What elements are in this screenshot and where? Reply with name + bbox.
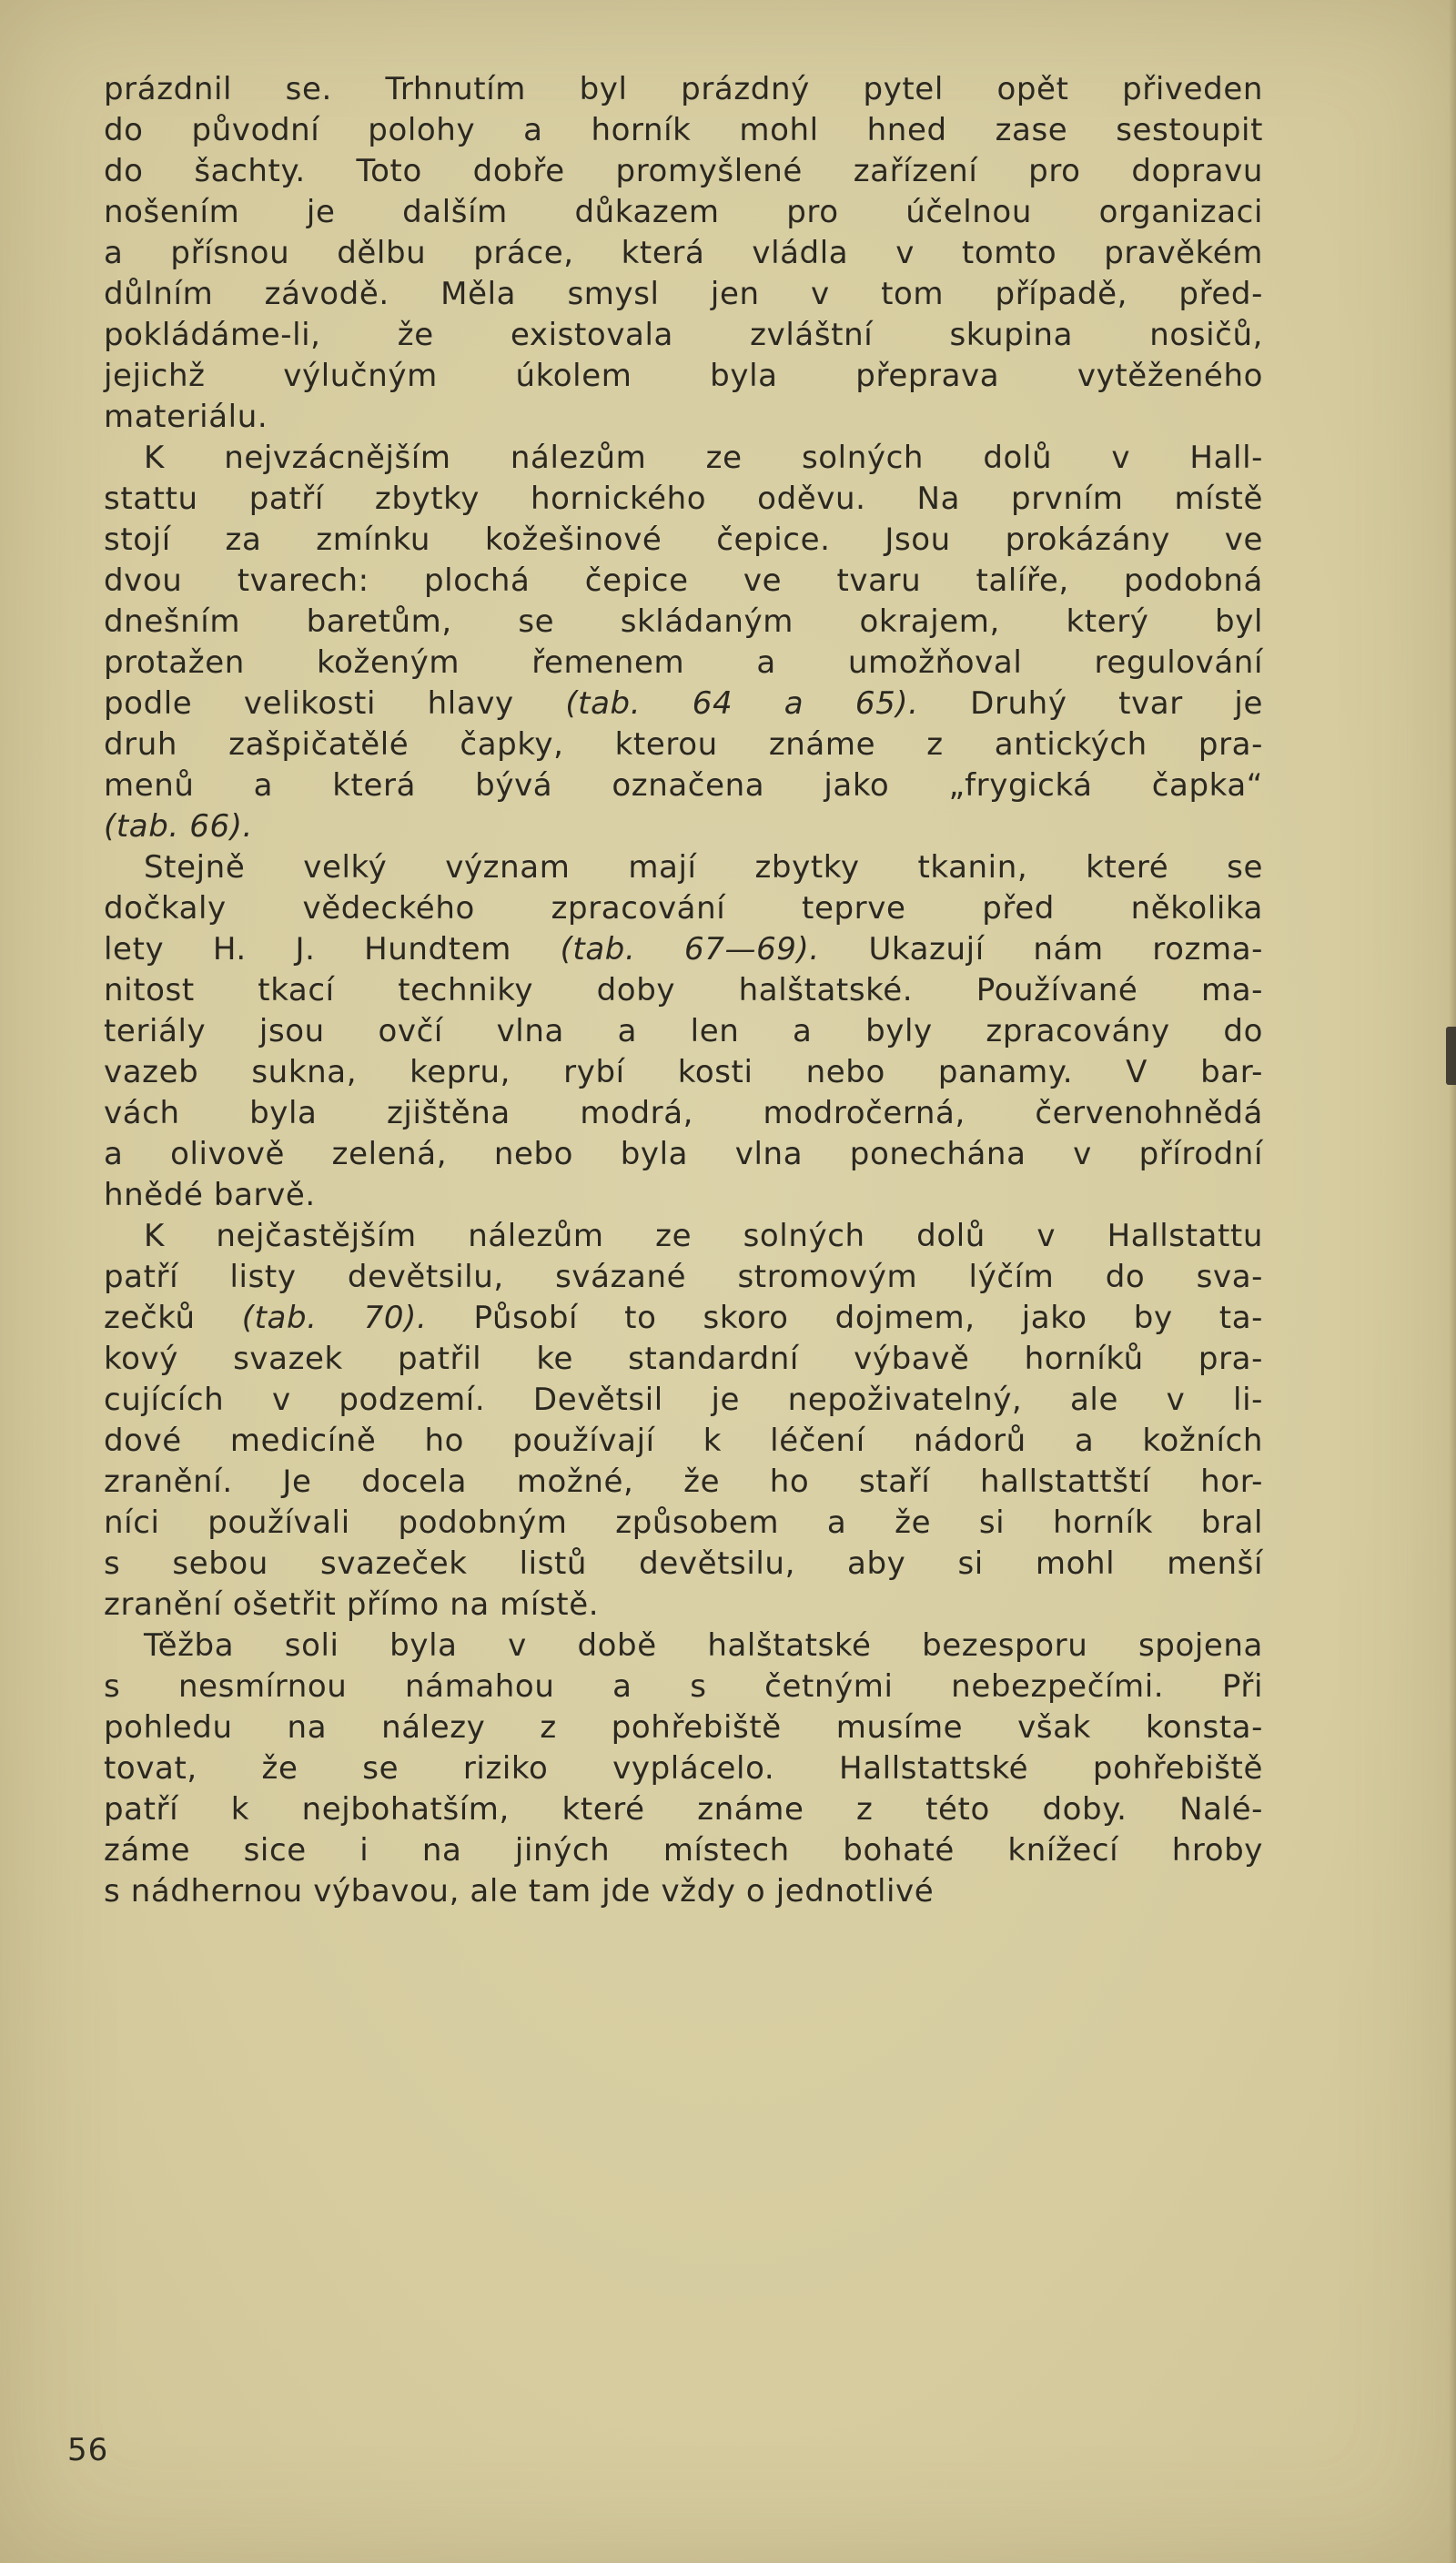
text-line xyxy=(104,724,1263,765)
text-segment: pohledu na nálezy z pohřebiště musíme však konsta- xyxy=(104,1709,1263,1746)
text-segment: protažen koženým řemenem a umožňoval regulování xyxy=(104,644,1263,681)
text-segment: Působí to skoro dojmem, jako by ta- xyxy=(427,1300,1263,1336)
text-line xyxy=(104,561,1263,602)
text-line xyxy=(104,1666,1263,1707)
text-segment: cujících v podzemí. Devětsil je nepoživatelný, ale v li- xyxy=(104,1382,1263,1418)
text-segment: (tab. 67—69). xyxy=(560,931,820,967)
text-segment: Stejně velký význam mají zbytky tkanin, které se xyxy=(144,849,1263,886)
text-segment: kový svazek patřil ke standardní výbavě horníků pra- xyxy=(104,1341,1263,1377)
paragraph xyxy=(104,1216,1263,1626)
text-line xyxy=(104,970,1263,1011)
text-segment: vazeb sukna, kepru, rybí kosti nebo panamy. V bar- xyxy=(104,1054,1263,1090)
text-segment: materiálu. xyxy=(104,399,268,435)
text-segment: hnědé barvě. xyxy=(104,1177,316,1213)
text-line xyxy=(104,847,1263,888)
text-segment: Druhý tvar je xyxy=(918,685,1263,722)
text-line xyxy=(104,1216,1263,1257)
text-line xyxy=(104,356,1263,397)
text-segment: K nejvzácnějším nálezům ze solných dolů v Hall- xyxy=(144,440,1263,476)
paragraph xyxy=(104,438,1263,847)
text-segment: dové medicíně ho používají k léčení nádorů a kožních xyxy=(104,1423,1263,1459)
text-segment: s nesmírnou námahou a s četnými nebezpečími. Při xyxy=(104,1668,1263,1705)
text-segment: do šachty. Toto dobře promyšlené zařízení pro dopravu xyxy=(104,153,1263,189)
text-segment: podle velikosti hlavy xyxy=(104,685,566,722)
text-line xyxy=(104,1789,1263,1830)
page-number: 56 xyxy=(67,2432,109,2468)
paragraph xyxy=(104,1626,1263,1912)
text-line xyxy=(104,1339,1263,1380)
text-segment: patří k nejbohatším, které známe z této doby. Nalé- xyxy=(104,1791,1263,1828)
text-segment: dočkaly vědeckého zpracování teprve před několika xyxy=(104,890,1263,927)
text-line xyxy=(104,765,1263,806)
text-line xyxy=(104,1257,1263,1298)
text-line xyxy=(104,1011,1263,1052)
text-line xyxy=(104,1052,1263,1093)
text-line xyxy=(104,806,1263,847)
text-line xyxy=(104,1503,1263,1544)
text-line xyxy=(104,1134,1263,1175)
text-segment: pokládáme-li, že existovala zvláštní skupina nosičů, xyxy=(104,317,1263,353)
text-block xyxy=(104,69,1263,1912)
text-line xyxy=(104,233,1263,274)
text-line xyxy=(104,1748,1263,1789)
text-segment: Ukazují nám rozma- xyxy=(819,931,1263,967)
text-line xyxy=(104,1626,1263,1666)
text-line xyxy=(104,602,1263,643)
paragraph xyxy=(104,847,1263,1216)
text-segment: záme sice i na jiných místech bohaté knížecí hroby xyxy=(104,1832,1263,1869)
text-line xyxy=(104,110,1263,151)
text-segment: (tab. 64 a 65). xyxy=(565,685,919,722)
text-segment: s nádhernou výbavou, ale tam jde vždy o jednotlivé xyxy=(104,1873,935,1910)
text-segment: Těžba soli byla v době halštatské bezesporu spojena xyxy=(144,1627,1263,1664)
text-line xyxy=(104,151,1263,192)
text-line xyxy=(104,1380,1263,1421)
text-segment: menů a která bývá označena jako „frygická čapka“ xyxy=(104,767,1263,804)
text-line xyxy=(104,479,1263,520)
text-segment: dnešním baretům, se skládaným okrajem, který byl xyxy=(104,603,1263,640)
text-segment: (tab. 66). xyxy=(104,808,253,845)
text-segment: zranění ošetřit přímo na místě. xyxy=(104,1586,600,1623)
text-line xyxy=(104,684,1263,724)
text-line xyxy=(104,397,1263,438)
text-segment: vách byla zjištěna modrá, modročerná, červenohnědá xyxy=(104,1095,1263,1131)
text-line xyxy=(104,1585,1263,1626)
text-line xyxy=(104,1871,1263,1912)
text-line xyxy=(104,315,1263,356)
text-line xyxy=(104,438,1263,479)
text-line xyxy=(104,1093,1263,1134)
text-segment: níci používali podobným způsobem a že si horník bral xyxy=(104,1504,1263,1541)
text-segment: stattu patří zbytky hornického oděvu. Na prvním místě xyxy=(104,481,1263,517)
text-segment: nitost tkací techniky doby halštatské. Používané ma- xyxy=(104,972,1263,1008)
text-segment: nošením je dalším důkazem pro účelnou organizaci xyxy=(104,194,1263,230)
text-segment: s sebou svazeček listů devětsilu, aby si mohl menší xyxy=(104,1545,1263,1582)
scan-artifact xyxy=(1446,1027,1456,1085)
text-segment: jejichž výlučným úkolem byla přeprava vytěženého xyxy=(104,358,1263,394)
text-segment: (tab. 70). xyxy=(241,1300,428,1336)
text-segment: zečků xyxy=(104,1300,242,1336)
text-line xyxy=(104,643,1263,684)
text-segment: a olivově zelená, nebo byla vlna ponechána v přírodní xyxy=(104,1136,1263,1172)
paragraph xyxy=(104,69,1263,438)
text-line xyxy=(104,520,1263,561)
text-line xyxy=(104,274,1263,315)
text-line xyxy=(104,929,1263,970)
text-segment: tovat, že se riziko vyplácelo. Hallstattské pohřebiště xyxy=(104,1750,1263,1787)
text-segment: K nejčastějším nálezům ze solných dolů v Hallstattu xyxy=(144,1218,1263,1254)
text-segment: zranění. Je docela možné, že ho staří hallstattští hor- xyxy=(104,1464,1263,1500)
text-line xyxy=(104,1298,1263,1339)
text-line xyxy=(104,1462,1263,1503)
text-segment: stojí za zmínku kožešinové čepice. Jsou prokázány ve xyxy=(104,522,1263,558)
text-line xyxy=(104,69,1263,110)
text-line xyxy=(104,1830,1263,1871)
text-segment: do původní polohy a horník mohl hned zase sestoupit xyxy=(104,112,1263,148)
text-segment: druh zašpičatělé čapky, kterou známe z antických pra- xyxy=(104,726,1263,763)
text-segment: patří listy devětsilu, svázané stromovým lýčím do sva- xyxy=(104,1259,1263,1295)
text-segment: důlním závodě. Měla smysl jen v tom případě, před- xyxy=(104,276,1263,312)
text-line xyxy=(104,1707,1263,1748)
text-segment: teriály jsou ovčí vlna a len a byly zpracovány do xyxy=(104,1013,1263,1049)
text-line xyxy=(104,1421,1263,1462)
text-line xyxy=(104,888,1263,929)
text-segment: dvou tvarech: plochá čepice ve tvaru talíře, podobná xyxy=(104,562,1263,599)
text-segment: prázdnil se. Trhnutím byl prázdný pytel opět přiveden xyxy=(104,71,1263,107)
text-segment: a přísnou dělbu práce, která vládla v tomto pravěkém xyxy=(104,235,1263,271)
text-line xyxy=(104,1175,1263,1216)
text-line xyxy=(104,192,1263,233)
text-line xyxy=(104,1544,1263,1585)
page-edge-shadow xyxy=(1449,0,1456,2563)
text-segment: lety H. J. Hundtem xyxy=(104,931,561,967)
